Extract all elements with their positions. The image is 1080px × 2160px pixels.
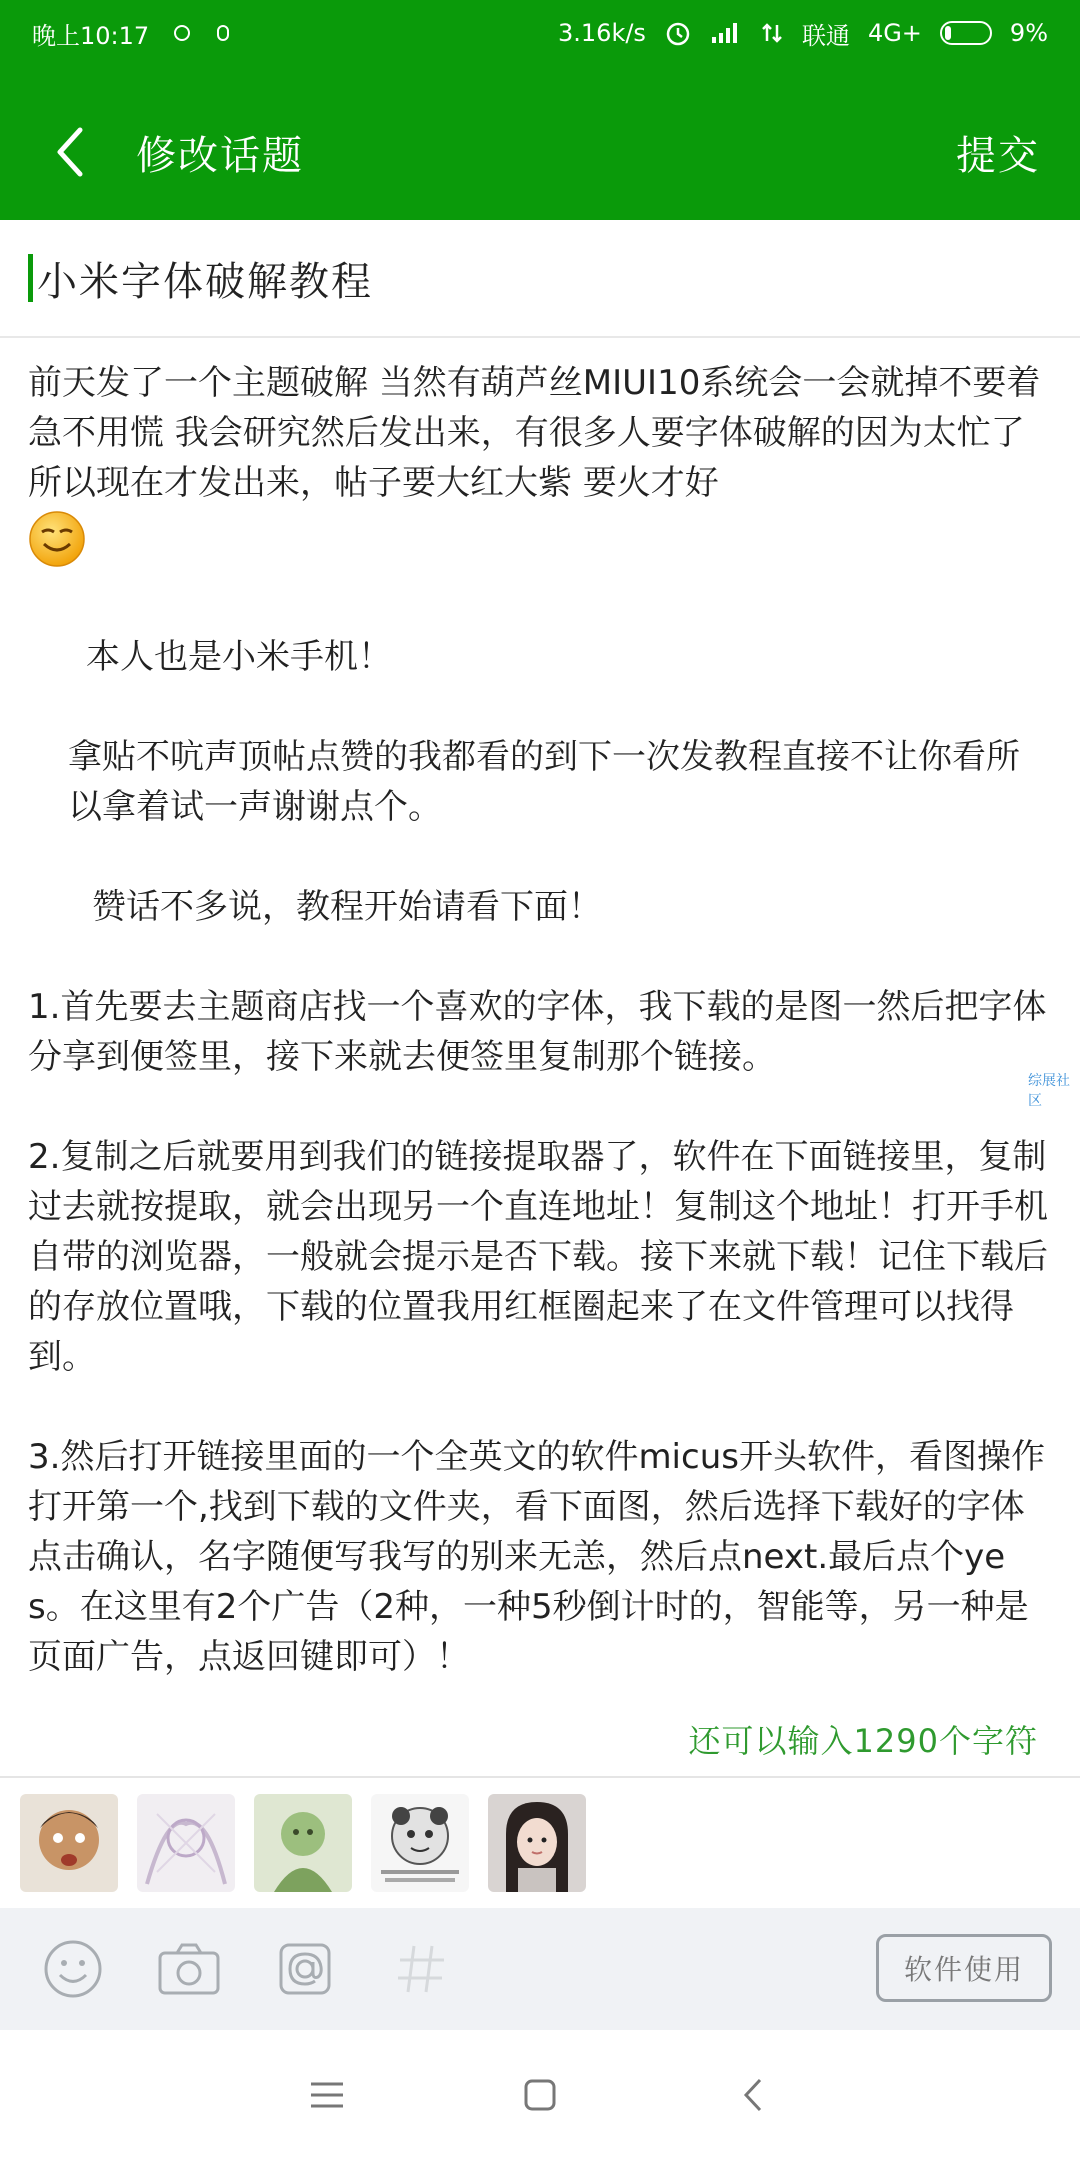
software-use-button[interactable]: 软件使用 [876, 1934, 1052, 2002]
smiley-emoji-icon [28, 510, 86, 568]
battery-level: 9% [1009, 19, 1048, 47]
at-mention-icon [278, 1942, 332, 1996]
thumbnail-3[interactable] [254, 1794, 352, 1892]
net-speed: 3.16k/s [558, 19, 646, 47]
back-chevron-icon [742, 2077, 764, 2113]
title-input-value: 小米字体破解教程 [37, 258, 373, 305]
thumbnail-2[interactable] [137, 1794, 235, 1892]
app-bar [0, 100, 1080, 204]
editor-toolbar [0, 1908, 1080, 2030]
paragraph: 1.首先要去主题商店找一个喜欢的字体，我下载的是图一然后把字体分享到便签里，接下来就去便签里复制那个链接。 [28, 987, 1047, 1077]
page-title: 修改话题 [136, 132, 304, 179]
camera-button[interactable] [154, 1934, 224, 2004]
cell-signal-icon [710, 21, 742, 45]
image-thumbnails [20, 1794, 586, 1892]
mention-button[interactable] [270, 1934, 340, 2004]
home-square-icon [523, 2078, 557, 2112]
paragraph: 3.然后打开链接里面的一个全英文的软件micus开头软件，看图操作打开第一个,找到下载的文件夹，看下面图，然后选择下载好的字体点击确认，名字随便写我写的别来无恙，然后点next.最后点个yes。在这里有2个广告（2种，一种5秒倒计时的，智能等，另一种是页面广告，点返回键即可）！ [28, 1437, 1045, 1677]
side-link[interactable]: 综展社区 [1028, 1073, 1070, 1109]
thumbnail-1[interactable] [20, 1794, 118, 1892]
thumbnail-4[interactable] [371, 1794, 469, 1892]
menu-nav-button[interactable] [292, 2060, 362, 2130]
divider [0, 1776, 1080, 1778]
text-cursor [28, 254, 33, 302]
carrier: 联通 [801, 21, 850, 50]
paragraph: 赞话不多说，教程开始请看下面！ [92, 887, 602, 927]
alarm-icon [664, 19, 692, 47]
data-transfer-icon [760, 21, 784, 45]
status-time: 晚上10:17 [32, 21, 150, 50]
submit-button[interactable]: 提交 [956, 132, 1040, 179]
hashtag-icon [394, 1942, 448, 1996]
topic-hashtag-button[interactable] [386, 1934, 456, 2004]
menu-icon [309, 2080, 345, 2110]
title-input[interactable] [0, 220, 1080, 338]
system-nav-bar [0, 2030, 1080, 2160]
app-header [0, 0, 1080, 220]
camera-icon [157, 1941, 221, 1997]
signal-icon [171, 22, 193, 44]
paragraph: 前天发了一个主题破解 当然有葫芦丝MIUI10系统会一会就掉不要着急不用慌 我会研究然后发出来，有很多人要字体破解的因为太忙了所以现在才发出来，帖子要大红大紫 要火才好 [28, 363, 1041, 503]
back-arrow-icon [52, 126, 88, 178]
battery-icon [940, 21, 992, 45]
paragraph: 本人也是小米手机！ [86, 637, 392, 677]
back-button[interactable] [40, 122, 100, 182]
paragraph: 拿贴不吭声顶帖点赞的我都看的到下一次发教程直接不让你看所以拿着试一声谢谢点个。 [68, 737, 1020, 827]
char-counter: 还可以输入1290个字符 [688, 1722, 1038, 1760]
paragraph: 2.复制之后就要用到我们的链接提取器了，软件在下面链接里，复制过去就按提取，就会出现另一个直连地址！复制这个地址！打开手机自带的浏览器，一般就会提示是否下载。接下来就下载！记住下载后的存放位置哦，下载的位置我用红框圈起来了在文件管理可以找得到。 [28, 1137, 1048, 1377]
emoji-button[interactable] [38, 1934, 108, 2004]
status-bar [0, 0, 1080, 66]
emoji-icon [42, 1938, 104, 2000]
home-nav-button[interactable] [505, 2060, 575, 2130]
thumbnail-5[interactable] [488, 1794, 586, 1892]
back-nav-button[interactable] [718, 2060, 788, 2130]
post-body-editor[interactable] [28, 358, 1052, 1682]
notification-icon [215, 23, 231, 43]
network-type: 4G+ [867, 19, 922, 47]
